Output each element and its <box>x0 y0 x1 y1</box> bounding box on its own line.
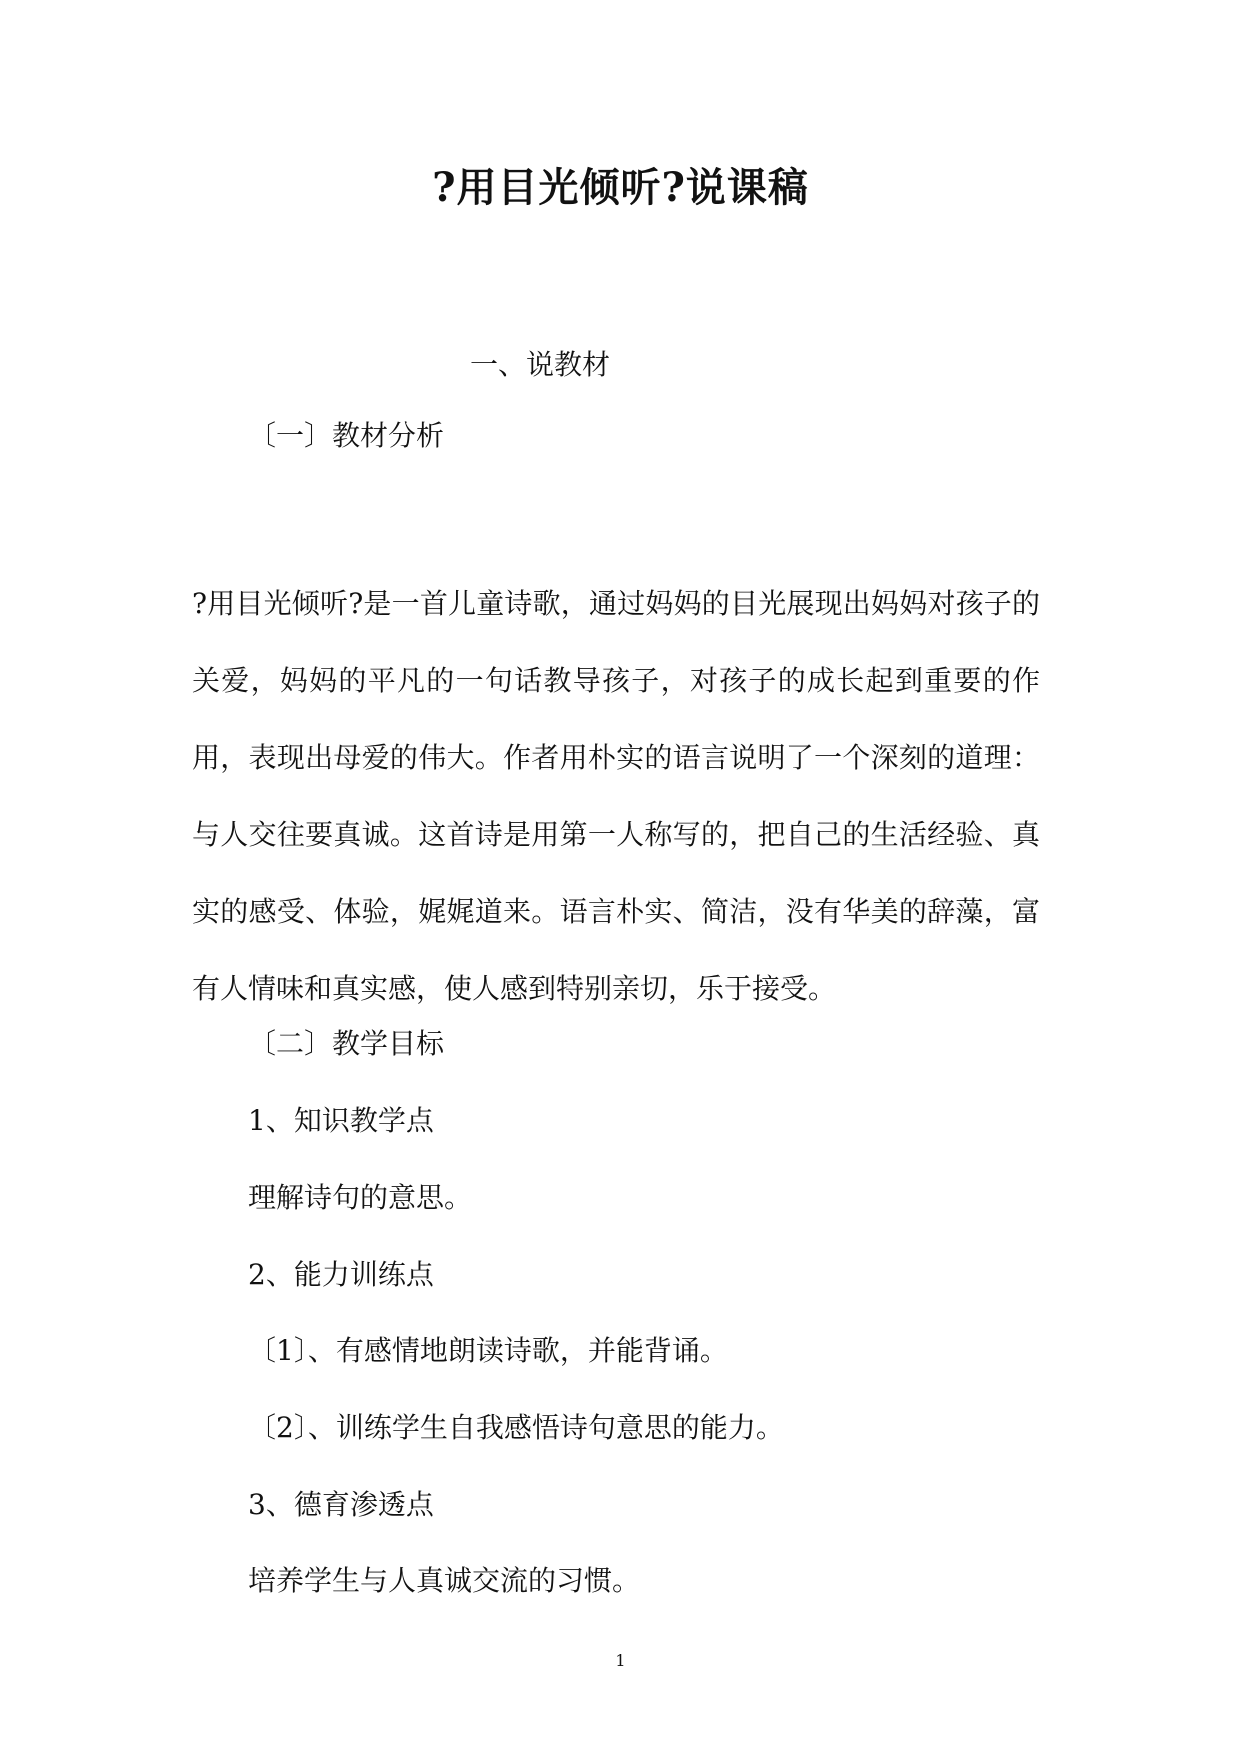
document-title: ?用目光倾听?说课稿 <box>432 164 809 211</box>
list-item-text-moral: 培养学生与人真诚交流的习惯。 <box>248 1564 641 1597</box>
page-number: 1 <box>615 1651 626 1670</box>
list-item-text-knowledge: 理解诗句的意思。 <box>248 1181 473 1214</box>
body-paragraph: ?用目光倾听?是一首儿童诗歌，通过妈妈的目光展现出妈妈对孩子的关爱，妈妈的平凡的一句话教导孩子，对孩子的成长起到重要的作用，表现出母爱的伟大。作者用朴实的语言说明了一个深刻的道理：与人交往要真诚。这首诗是用第一人称写的，把自己的生活经验、真实的感受、体验，娓娓道来。语言朴实、简洁，没有华美的辞藻，富有人情味和真实感，使人感到特别亲切，乐于接受。 <box>192 587 1040 1005</box>
list-item-heading-moral: 3、德育渗透点 <box>248 1488 434 1521</box>
sub-heading-teaching-goals: 〔二〕教学目标 <box>248 1027 445 1060</box>
sub-heading-material-analysis: 〔一〕教材分析 <box>248 419 445 452</box>
section-heading: 一、说教材 <box>470 348 611 381</box>
list-item-heading-knowledge: 1、知识教学点 <box>248 1104 434 1137</box>
list-item-ability-1: 〔1〕、有感情地朗读诗歌，并能背诵。 <box>248 1334 728 1367</box>
list-item-heading-ability: 2、能力训练点 <box>248 1258 434 1291</box>
list-item-ability-2: 〔2〕、训练学生自我感悟诗句意思的能力。 <box>248 1411 784 1444</box>
